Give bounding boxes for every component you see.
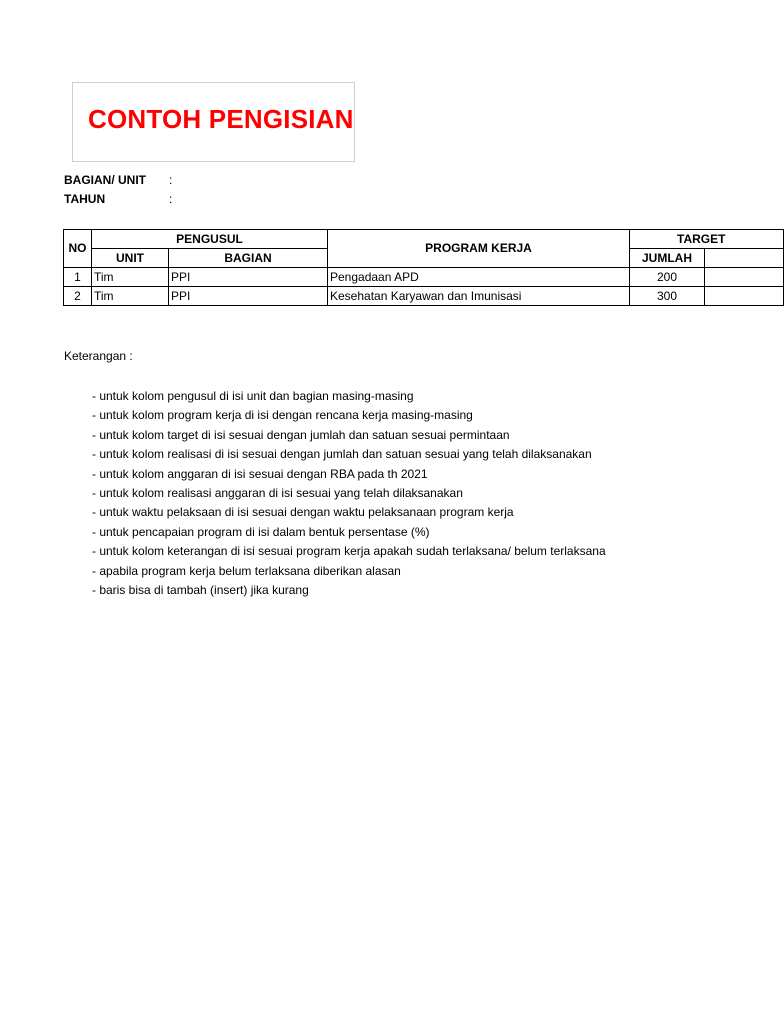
bagian-unit-colon: :	[169, 173, 173, 187]
header-pengusul: PENGUSUL	[92, 230, 328, 249]
list-item: - apabila program kerja belum terlaksana diberikan alasan	[92, 563, 401, 578]
row-extra	[705, 268, 784, 287]
header-target-extra	[705, 249, 784, 268]
row-unit: Tim	[92, 287, 169, 306]
list-item: - untuk pencapaian program di isi dalam bentuk persentase (%)	[92, 524, 430, 539]
header-no: NO	[64, 230, 92, 268]
table-row	[64, 268, 784, 287]
row-no: 1	[64, 268, 92, 287]
table-row	[64, 287, 784, 306]
list-item: - untuk waktu pelaksaan di isi sesuai dengan waktu pelaksanaan program kerja	[92, 505, 514, 520]
row-bagian: PPI	[169, 287, 328, 306]
row-unit: Tim	[92, 268, 169, 287]
list-item: - untuk kolom program kerja di isi dengan rencana kerja masing-masing	[92, 408, 473, 423]
page-title: CONTOH PENGISIAN	[88, 104, 354, 134]
list-item: - untuk kolom anggaran di isi sesuai dengan RBA pada th 2021	[92, 466, 428, 481]
list-item: - untuk kolom target di isi sesuai dengan jumlah dan satuan sesuai permintaan	[92, 427, 510, 442]
program-table	[63, 229, 726, 308]
list-item: - untuk kolom realisasi anggaran di isi sesuai yang telah dilaksanakan	[92, 486, 463, 501]
list-item: - baris bisa di tambah (insert) jika kurang	[92, 583, 309, 598]
row-bagian: PPI	[169, 268, 328, 287]
header-program-kerja: PROGRAM KERJA	[328, 230, 630, 268]
row-jumlah: 200	[630, 268, 705, 287]
row-no: 2	[64, 287, 92, 306]
row-jumlah: 300	[630, 287, 705, 306]
header-target: TARGET	[630, 230, 784, 249]
header-bagian: BAGIAN	[169, 249, 328, 268]
list-item: - untuk kolom keterangan di isi sesuai program kerja apakah sudah terlaksana/ belum terlaksana	[92, 544, 606, 559]
row-program: Pengadaan APD	[328, 268, 630, 287]
keterangan-label: Keterangan :	[64, 349, 133, 363]
bagian-unit-label: BAGIAN/ UNIT	[64, 173, 146, 187]
header-jumlah: JUMLAH	[630, 249, 705, 268]
row-extra	[705, 287, 784, 306]
list-item: - untuk kolom pengusul di isi unit dan bagian masing-masing	[92, 389, 414, 403]
notes-list	[92, 387, 606, 600]
row-program: Kesehatan Karyawan dan Imunisasi	[328, 287, 630, 306]
header-unit: UNIT	[92, 249, 169, 268]
tahun-label: TAHUN	[64, 192, 106, 206]
title-box	[72, 82, 355, 162]
list-item: - untuk kolom realisasi di isi sesuai dengan jumlah dan satuan sesuai yang telah dilaksanakan	[92, 447, 592, 462]
tahun-colon: :	[169, 192, 173, 206]
